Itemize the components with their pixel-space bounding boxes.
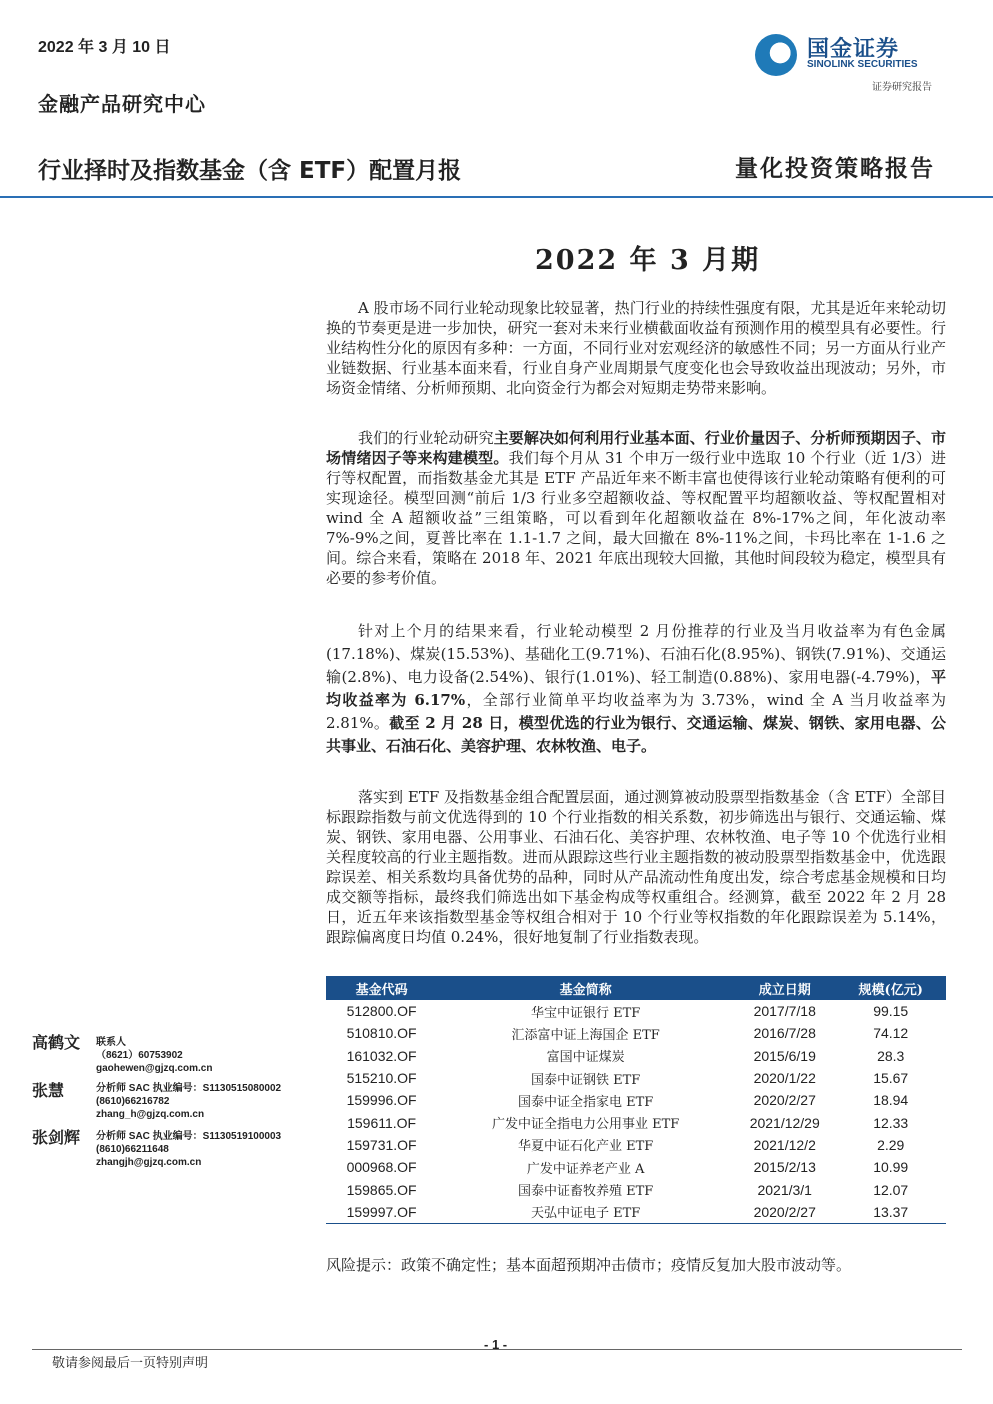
table-header: 成立日期 — [734, 976, 835, 1000]
fund-name-cell: 国泰中证畜牧养殖 ETF — [517, 1184, 654, 1200]
inception-date-cell: 2015/6/19 — [753, 1047, 816, 1064]
inception-date-cell: 2016/7/28 — [753, 1025, 816, 1042]
author-role: 联系人 — [96, 1037, 126, 1048]
table-row — [326, 1134, 946, 1156]
fund-code-cell: 159611.OF — [347, 1114, 417, 1131]
fund-size-cell: 15.67 — [873, 1070, 909, 1087]
report-category: 量化投资策略报告 — [735, 155, 935, 182]
fund-code-cell: 512800.OF — [346, 1003, 417, 1020]
fund-name-cell: 华夏中证石化产业 ETF — [517, 1139, 654, 1155]
p3-text-bold-selection: 截至 2 月 28 日，模型优选的行业为银行、交通运输、煤炭、钢铁、家用电器、公共事业、石油石化、美容护理、农林牧渔、电子。 — [326, 714, 946, 755]
table-row — [326, 1111, 946, 1133]
header-divider — [0, 196, 993, 198]
author-info — [96, 1130, 281, 1169]
fund-code-cell: 159731.OF — [346, 1136, 417, 1153]
author-info — [96, 1082, 281, 1121]
issue-title: 2022 年 3 月期 — [535, 245, 761, 276]
p3-text-c: ，全部行业简单平均收益率为为 3.73%，wind 全 A 当月收益率为 2.81%。 — [326, 691, 946, 732]
author-role: 分析师 SAC 执业编号：S1130519100003 — [96, 1131, 282, 1142]
research-center: 金融产品研究中心 — [38, 92, 206, 116]
inception-date-cell: 2021/12/29 — [749, 1114, 820, 1131]
fund-code-cell: 161032.OF — [346, 1047, 417, 1064]
fund-code-cell: 159996.OF — [346, 1092, 417, 1109]
fund-size-cell: 12.07 — [873, 1181, 909, 1198]
table-header: 基金代码 — [326, 976, 437, 1000]
table-row — [326, 1178, 946, 1200]
author-email: zhang_h@gjzq.com.cn — [96, 1109, 205, 1120]
fund-name-cell: 国泰中证钢铁 ETF — [530, 1072, 641, 1088]
table-row — [326, 1022, 946, 1044]
page-number: - 1 - — [484, 1337, 508, 1352]
p2-text-c: 我们每个月从 31 个申万一级行业中选取 10 个行业（近 1/3）进行等权配置，而指数基金尤其是 ETF 产品近年来不断丰富也使得该行业轮动策略有便利的可实现途径。模型回测“前后 1/3 行业多空超额收益、等权配置平均超额收益、等权配置相对 wind 全 A 超额收益”三组策略，可以看到年化超额收益在 8%-17%之间，年化波动率 7%-9%之间，夏普比率在 1.1-1.7 之间，最大回撤在 8%-11%之间，卡玛比率在 1-1.6 之间。综合来看，策略在 2018 年、2021 年底出现较大回撤，其他时间段较为稳定，模型具有必要的参考价值。 — [326, 449, 946, 587]
fund-code-cell: 515210.OF — [346, 1070, 417, 1087]
inception-date-cell: 2017/7/18 — [753, 1003, 816, 1020]
fund-code-cell: 510810.OF — [346, 1025, 417, 1042]
fund-name-cell: 国泰中证全指家电 ETF — [517, 1094, 654, 1110]
author-name: 高鹤文 — [32, 1033, 81, 1052]
author-role: 分析师 SAC 执业编号：S1130515080002 — [96, 1083, 282, 1094]
fund-name-cell: 华宝中证银行 ETF — [530, 1005, 641, 1021]
fund-code-cell: 159997.OF — [326, 1201, 437, 1224]
fund-name-cell: 天弘中证电子 ETF — [437, 1201, 734, 1224]
author-email: gaohewen@gjzq.com.cn — [96, 1063, 213, 1074]
fund-name-cell: 广发中证养老产业 A — [526, 1161, 645, 1177]
inception-date-cell: 2021/3/1 — [757, 1181, 812, 1198]
table-row — [326, 1000, 946, 1022]
fund-size-cell: 28.3 — [877, 1047, 905, 1064]
table-row — [326, 1156, 946, 1178]
author-email: zhangjh@gjzq.com.cn — [96, 1157, 202, 1168]
fund-code-cell: 159865.OF — [346, 1181, 417, 1198]
fund-size-cell: 99.15 — [873, 1003, 909, 1020]
paragraph-method — [326, 428, 946, 588]
author-name: 张慧 — [32, 1081, 65, 1100]
author-phone: (8610)66211648 — [96, 1144, 169, 1155]
table-header: 基金简称 — [437, 976, 734, 1000]
fund-size-cell: 74.12 — [873, 1025, 909, 1042]
table-row — [326, 1089, 946, 1111]
author-info — [96, 1036, 212, 1075]
inception-date-cell: 2020/2/27 — [753, 1092, 816, 1109]
table-row — [326, 1201, 946, 1224]
table-header-row — [326, 976, 946, 1000]
fund-size-cell: 2.29 — [877, 1136, 905, 1153]
p3-text-bold-avg: 平均收益率为 6.17% — [326, 668, 946, 709]
author-name: 张剑辉 — [32, 1128, 81, 1147]
fund-code-cell: 000968.OF — [346, 1159, 417, 1176]
logo-mark-icon — [755, 34, 797, 76]
paragraph-results — [326, 620, 946, 758]
fund-name-cell: 汇添富中证上海国企 ETF — [511, 1027, 660, 1043]
logo-text-en: SINOLINK SECURITIES — [807, 59, 918, 70]
inception-date-cell: 2021/12/2 — [753, 1136, 816, 1153]
report-title: 行业择时及指数基金（含 ETF）配置月报 — [38, 158, 462, 184]
table-row — [326, 1045, 946, 1067]
report-kind: 证券研究报告 — [872, 82, 932, 93]
fund-name-cell: 富国中证煤炭 — [546, 1050, 625, 1066]
author-phone: (8610)66216782 — [96, 1096, 170, 1107]
report-date: 2022 年 3 月 10 日 — [38, 39, 171, 56]
inception-date-cell: 2020/2/27 — [734, 1201, 835, 1224]
risk-notice: 风险提示：政策不确定性；基本面超预期冲击债市；疫情反复加大股市波动等。 — [326, 1256, 852, 1274]
fund-table — [326, 976, 946, 1224]
footer-divider — [32, 1349, 962, 1350]
fund-size-cell: 12.33 — [873, 1114, 909, 1131]
p2-text-bold: 主要解决如何利用行业基本面、行业价量因子、分析师预期因子、市场情绪因子等来构建模型。 — [326, 429, 946, 467]
p2-text-a: 我们的行业轮动研究 — [358, 429, 494, 447]
table-header: 规模(亿元) — [835, 976, 946, 1000]
fund-size-cell: 13.37 — [835, 1201, 946, 1224]
logo-text-cn: 国金证券 — [807, 37, 900, 62]
fund-name-cell: 广发中证全指电力公用事业 ETF — [491, 1117, 680, 1133]
p3-text-a: 针对上个月的结果来看，行业轮动模型 2 月份推荐的行业及当月收益率为有色金属(17.18%)、煤炭(15.53%)、基础化工(9.71%)、石油石化(8.95%)、钢铁(7.91%)、交通运输(2.8%)、电力设备(2.54%)、银行(1.01%)、轻工制造(0.88%)、家用电器(-4.79%)， — [326, 622, 946, 686]
author-phone: （8621）60753902 — [96, 1050, 183, 1061]
inception-date-cell: 2020/1/22 — [753, 1070, 816, 1087]
paragraph-intro: A 股市场不同行业轮动现象比较显著，热门行业的持续性强度有限，尤其是近年来轮动切换的节奏更是进一步加快，研究一套对未来行业横截面收益有预测作用的模型具有必要性。行业结构性分化的原因有多种：一方面，不同行业对宏观经济的敏感性不同；另一方面从行业产业链数据、行业基本面来看，行业自身产业周期景气度变化也会导致收益出现波动；另外，市场资金情绪、分析师预期、北向资金行为都会对短期走势带来影响。 — [326, 299, 946, 397]
paragraph-etf: 落实到 ETF 及指数基金组合配置层面，通过测算被动股票型指数基金（含 ETF）全部目标跟踪指数与前文优选得到的 10 个行业指数的相关系数，初步筛选出与银行、交通运输、煤炭、钢铁、家用电器、公用事业、石油石化、美容护理、农林牧渔、电子等 10 个优选行业相关程度较高的行业主题指数。进而从跟踪这些行业主题指数的被动股票型指数基金中，优选跟踪误差、相关系数均具备优势的品种，同时从产品流动性角度出发，综合考虑基金规模和日均成交额等指标，最终我们筛选出如下基金构成等权重组合。经测算，截至 2022 年 2 月 28 日，近五年来该指数型基金等权组合相对于 10 个行业等权指数的年化跟踪误差为 5.14%，跟踪偏离度日均值 0.24%，很好地复制了行业指数表现。 — [326, 788, 946, 946]
fund-size-cell: 18.94 — [873, 1092, 909, 1109]
footer-disclaimer: 敬请参阅最后一页特别声明 — [52, 1356, 209, 1371]
inception-date-cell: 2015/2/13 — [753, 1159, 816, 1176]
table-row — [326, 1067, 946, 1089]
fund-size-cell: 10.99 — [873, 1159, 909, 1176]
